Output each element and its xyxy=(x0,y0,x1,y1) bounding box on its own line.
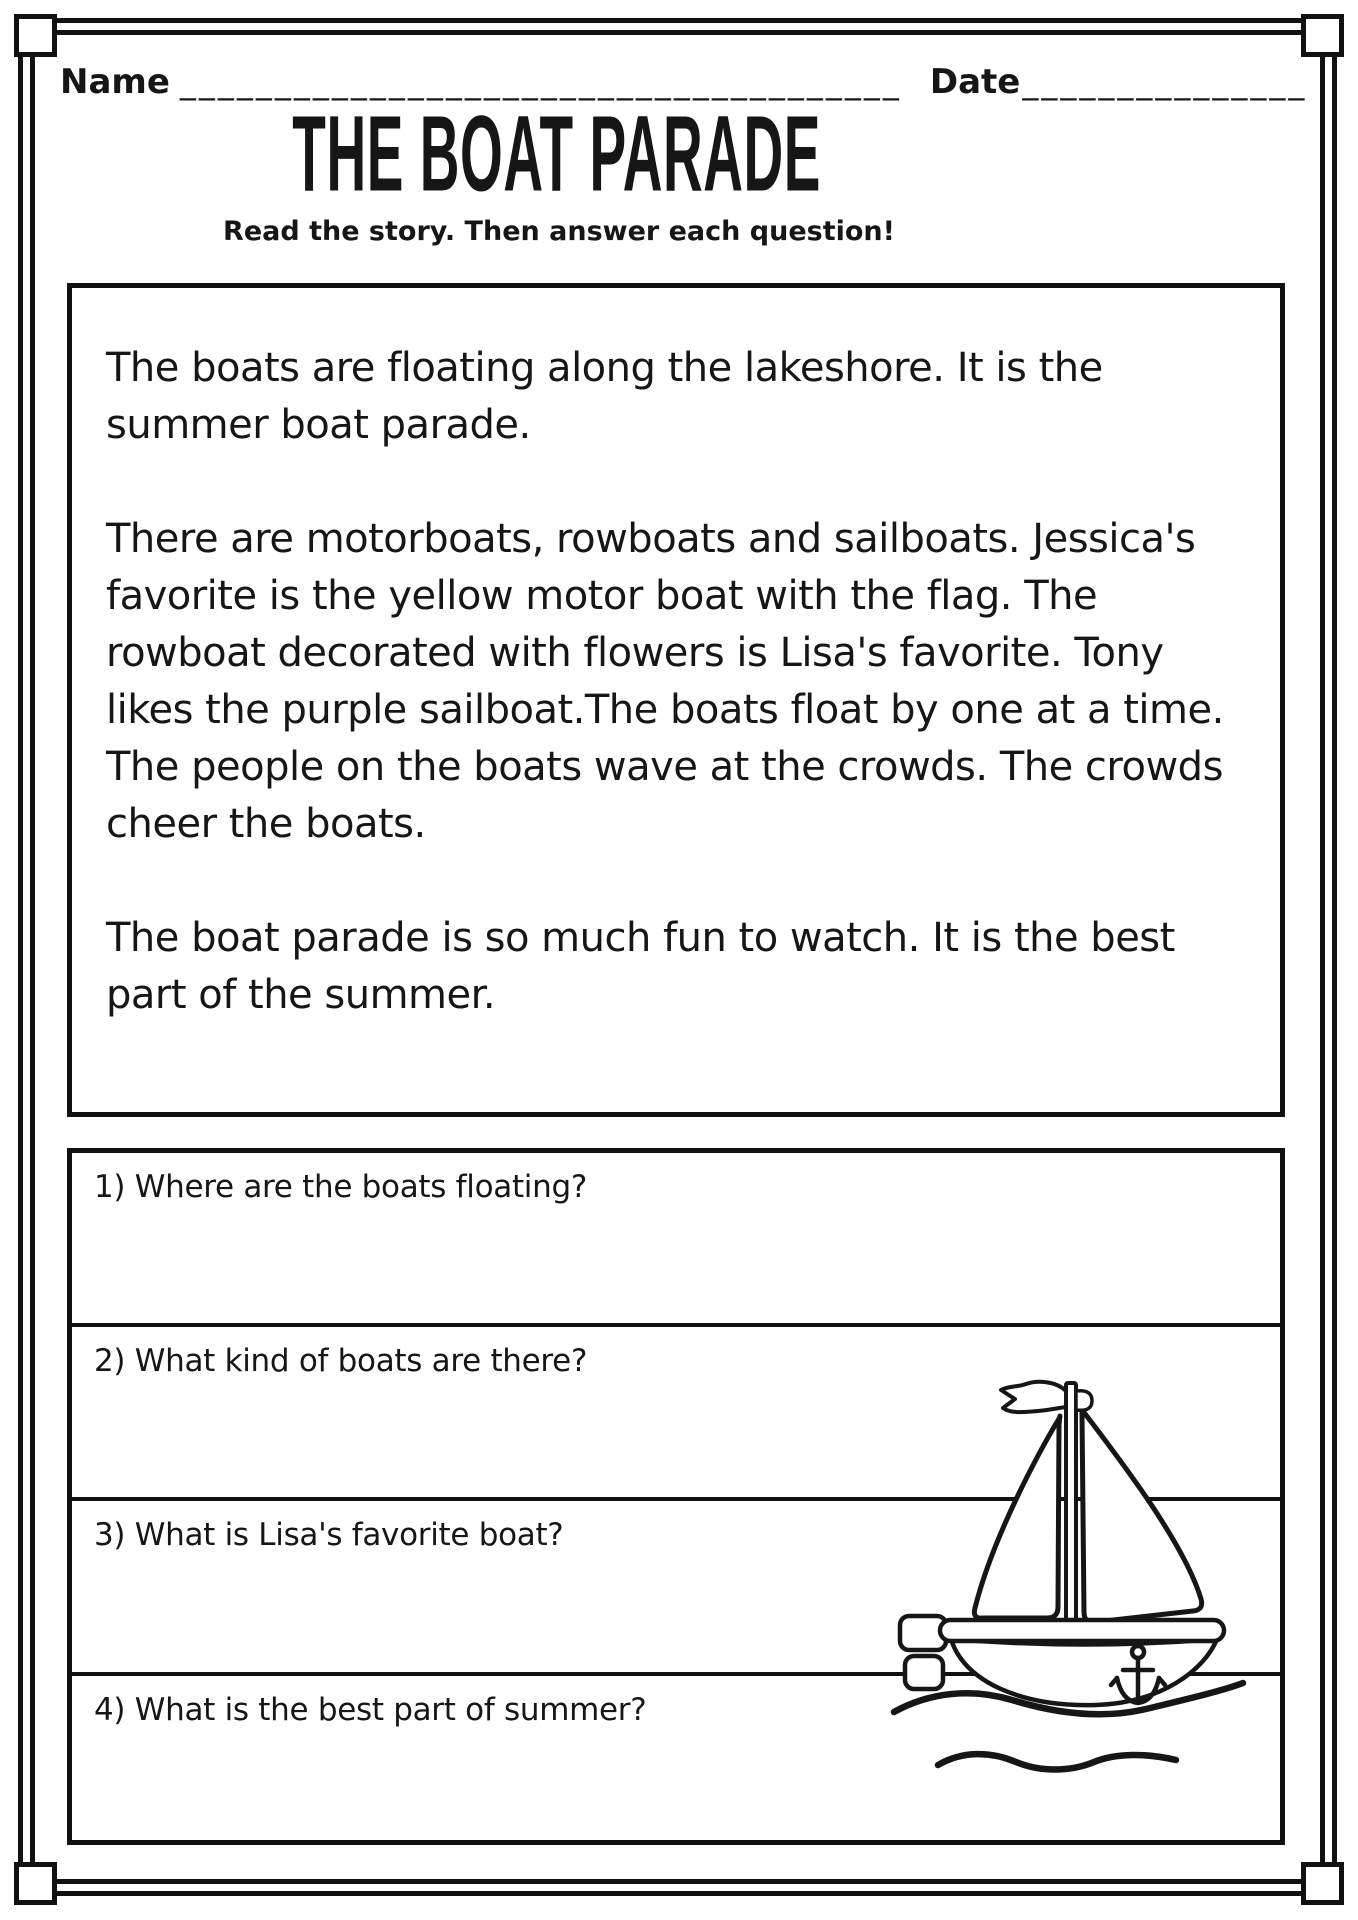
page-title: THE BOAT PARADE xyxy=(292,93,822,215)
story-paragraph: The boats are floating along the lakeshore. It is the summer boat parade. xyxy=(106,345,1103,448)
story-paragraph: There are motorboats, rowboats and sailboats. Jessica's favorite is the yellow motor boat with the flag. The rowboat decorated with flowers is Lisa's favorite. Tony likes the purple sailboat.The boats float by one at a time. The people on the boats wave at the crowds. The crowds cheer the boats. xyxy=(106,516,1224,847)
border-line-bottom xyxy=(57,1879,1301,1884)
border-line-right xyxy=(1320,57,1325,1862)
border-line-left xyxy=(18,57,23,1862)
question-text: 2) What kind of boats are there? xyxy=(94,1343,588,1379)
date-label: Date xyxy=(929,62,1021,102)
border-line-right xyxy=(1332,57,1337,1862)
border-line-top xyxy=(57,30,1301,35)
question-row-1 xyxy=(72,1153,1280,1327)
border-line-left xyxy=(30,57,35,1862)
date-blank[interactable]: _______________ xyxy=(1022,63,1308,101)
border-corner-top-right xyxy=(1301,14,1344,57)
name-blank[interactable]: ______________________________________ xyxy=(179,63,902,101)
border-line-bottom xyxy=(57,1891,1301,1896)
answer-space-1[interactable] xyxy=(72,1209,1280,1323)
sailboat-illustration xyxy=(880,1370,1320,1810)
question-text: 4) What is the best part of summer? xyxy=(94,1692,647,1728)
question-text: 1) Where are the boats floating? xyxy=(94,1169,587,1205)
border-corner-top-left xyxy=(14,14,57,57)
border-corner-bottom-left xyxy=(14,1862,57,1905)
name-label: Name xyxy=(60,62,170,102)
story-paragraph: The boat parade is so much fun to watch. It is the best part of the summer. xyxy=(106,915,1175,1018)
border-corner-bottom-right xyxy=(1301,1862,1344,1905)
story-box xyxy=(67,283,1285,1117)
question-text: 3) What is Lisa's favorite boat? xyxy=(94,1517,564,1553)
instructions: Read the story. Then answer each question! xyxy=(223,216,895,247)
border-line-top xyxy=(57,18,1301,23)
